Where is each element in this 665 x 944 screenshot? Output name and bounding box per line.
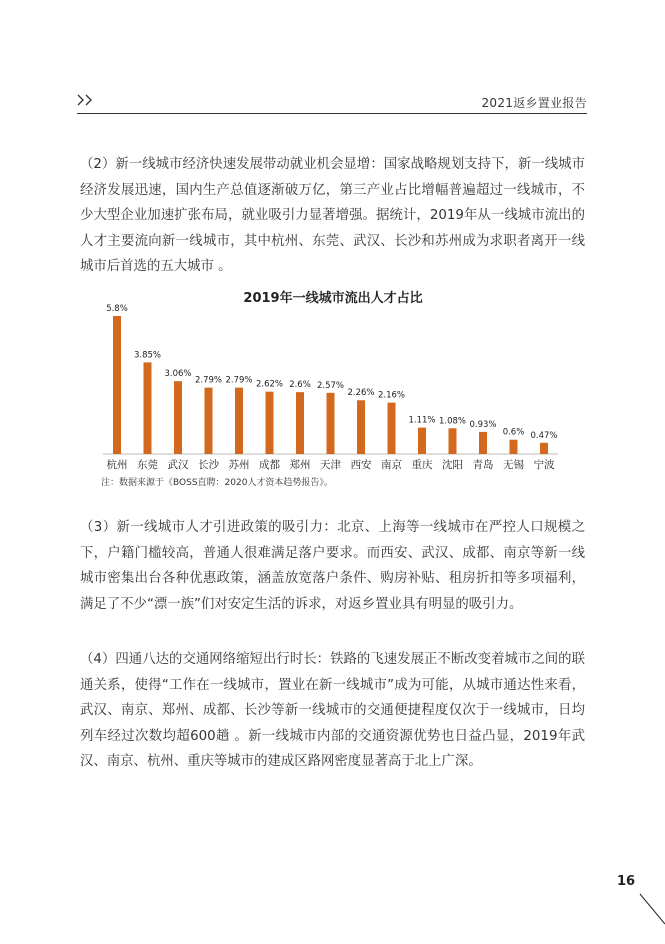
chart-title: 2019年一线城市流出人才占比 bbox=[243, 291, 423, 306]
paragraph-talent-policy: （3）新一线城市人才引进政策的吸引力：北京、上海等一线城市在严控人口规模之下，户籍门槛较高，普通人很难满足落户要求。而西安、武汉、成都、南京等新一线城市密集出台各种优惠政策，涵盖放宽落户条件、购房补贴、租房折扣等多项福利，满足了不少“漂一族”们对安定生活的诉求，对返乡置业具有明显的吸引力。 bbox=[80, 520, 585, 612]
value-label-0: 5.8% bbox=[106, 304, 128, 314]
bar-14 bbox=[540, 443, 548, 454]
category-label-0: 杭州 bbox=[106, 459, 128, 471]
category-label-5: 成都 bbox=[259, 459, 280, 471]
double-chevron-right-icon bbox=[77, 94, 95, 106]
value-label-1: 3.85% bbox=[133, 350, 162, 361]
category-label-6: 郑州 bbox=[289, 459, 311, 471]
value-label-5: 2.62% bbox=[255, 379, 284, 390]
chart-source-note: 注：数据来源于《BOSS直聘：2020人才资本趋势报告》。 bbox=[101, 478, 333, 488]
corner-decoration bbox=[630, 888, 665, 928]
value-label-7: 2.57% bbox=[316, 380, 345, 391]
bar-13 bbox=[510, 440, 518, 454]
bars-group bbox=[106, 304, 557, 471]
value-label-6: 2.6% bbox=[289, 380, 311, 391]
header-divider bbox=[77, 113, 587, 114]
paragraph-transport-network: （4）四通八达的交通网络缩短出行时长：铁路的飞速发展正不断改变着城市之间的联通关系，使得“工作在一线城市，置业在新一线城市”成为可能，从城市通达性来看，武汉、南京、郑州、成都、长沙等新一线城市的交通便捷程度仅次于一线城市，日均列车经过次数均超600趟 。新一线城市内部的交通资源优势也日益凸显，2019年武汉、南京、杭州、重庆等城市的建成区路网密度显著高于北上广深。 bbox=[80, 652, 585, 769]
category-label-1: 东莞 bbox=[137, 459, 158, 471]
value-label-3: 2.79% bbox=[194, 375, 223, 386]
category-label-11: 沈阳 bbox=[442, 459, 463, 471]
paragraph-new-tier1-economy: （2）新一线城市经济快速发展带动就业机会显增：国家战略规划支持下，新一线城市经济发展迅速，国内生产总值逐渐破万亿，第三产业占比增幅普遍超过一线城市，不少大型企业加速扩张布局，就业吸引力显著增强。据统计，2019年从一线城市流出的人才主要流向新一线城市，其中杭州、东莞、武汉、长沙和苏州成为求职者离开一线城市后首选的五大城市 。 bbox=[80, 157, 585, 274]
value-label-2: 3.06% bbox=[164, 369, 192, 380]
bar-4 bbox=[235, 388, 243, 454]
bar-1 bbox=[144, 362, 152, 454]
value-label-4: 2.79% bbox=[225, 375, 253, 386]
value-label-12: 0.93% bbox=[469, 419, 497, 430]
bar-10 bbox=[418, 428, 426, 454]
bar-chart-svg bbox=[0, 282, 665, 492]
page-number: 16 bbox=[617, 874, 636, 889]
value-label-11: 1.08% bbox=[438, 416, 467, 427]
category-label-4: 苏州 bbox=[228, 459, 250, 471]
category-label-3: 长沙 bbox=[198, 459, 219, 471]
value-label-14: 0.47% bbox=[530, 430, 558, 441]
bar-8 bbox=[357, 400, 365, 454]
bar-2 bbox=[174, 381, 182, 454]
bar-0 bbox=[113, 316, 121, 454]
bar-6 bbox=[296, 392, 304, 454]
category-label-12: 青岛 bbox=[472, 459, 494, 471]
value-label-13: 0.6% bbox=[502, 427, 525, 438]
bar-3 bbox=[205, 388, 213, 454]
bar-12 bbox=[479, 432, 487, 454]
category-label-10: 重庆 bbox=[411, 459, 433, 471]
bar-7 bbox=[327, 393, 335, 454]
category-label-8: 西安 bbox=[350, 459, 372, 471]
category-label-2: 武汉 bbox=[167, 459, 189, 471]
value-label-10: 1.11% bbox=[408, 415, 436, 426]
category-label-7: 天津 bbox=[320, 459, 341, 471]
bar-11 bbox=[449, 428, 457, 454]
value-label-8: 2.26% bbox=[347, 388, 375, 399]
category-label-14: 宁波 bbox=[533, 459, 555, 471]
bar-5 bbox=[266, 392, 274, 454]
outflow-talent-chart bbox=[0, 282, 665, 492]
bar-9 bbox=[388, 403, 396, 454]
report-title: 2021返乡置业报告 bbox=[481, 96, 587, 110]
value-label-9: 2.16% bbox=[377, 390, 406, 401]
category-label-13: 无锡 bbox=[503, 459, 524, 471]
category-label-9: 南京 bbox=[381, 459, 402, 471]
